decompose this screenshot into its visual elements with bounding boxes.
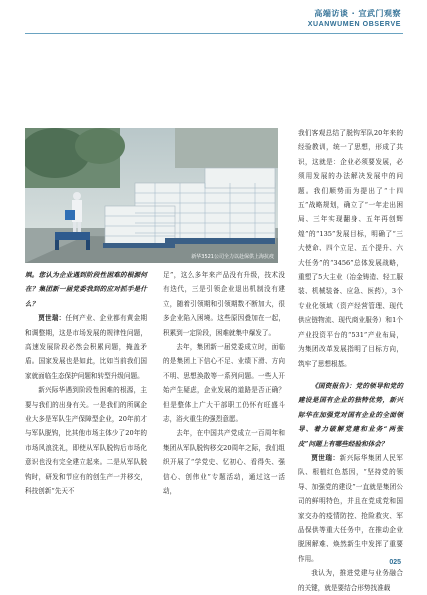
paragraph: 足”，这么多年来产品没有升级，技术没有迭代，三是引领企业退出机制没有建立，随着引领期和引领期数不断加大，很多企业陷入困境。这些原因叠加在一起，积累到一定阶段，困难就集中爆发了。 — [163, 271, 285, 337]
paragraph: 去年，在中国共产党成立一百周年和集团从军队脱钩移交20周年之际，我们组织开展了“学党史、忆初心、看得失、强信心、创伟业”专题活动，通过这一活动， — [163, 429, 285, 496]
paragraph: 我认为，推进党建与业务融合的关键，就是要结合形势找准载 — [298, 569, 403, 592]
warehouse-photo — [25, 128, 278, 263]
interview-question: 《国资报告》：党的领导和党的建设是国有企业的独特优势，新兴际华在加强党对国有企业的全面领导、着力破解党建和业务“两张皮”问题上有哪些经验和体会？ — [298, 381, 403, 448]
column-name-english: XUANWUMEN OBSERVE — [307, 21, 401, 28]
photo-caption: 新华3521公司全力以赴保供上海抗疫 — [191, 254, 274, 260]
speaker-name: 贾世瑞： — [311, 453, 340, 462]
warehouse-photo-illustration — [25, 128, 278, 263]
paragraph: 贾世瑞：新兴际华集团人民军队、根植红色基因，“坚持党的领导、加强党的建设”一直就是集团公司的鲜明特色，并且在党成党和国家交办的疫情防控、抢险救灾、军品保供等重大任务中，在推动企业脱困解难、焕然新生中发挥了重要作用。 — [298, 453, 403, 563]
column-name: 高端访谈 · 宜武门观察 — [314, 9, 401, 18]
paragraph: 我们客观总结了脱钩军队20年来的经验教训，统一了思想，形成了共识，这就是：企业必须要发展，必须用发展的办法解决发展中的问题。我们顺势而为提出了“十四五”战略规划，确立了“一年走出困局、三年实现翻身、五年再创辉煌”的“135”发展目标，明确了“三大使命、四个立足、五个提升、六大任务”的“3456”总体发展战略，重塑了5大主业（冶金铸造、轻工服装、机械装备、应急、医药），3个专业化领域（资产经营管理、现代供应链物流、现代商业服务）和1个产业投资平台的“531”产业布局，为集团改革发展指明了目标方向，筑牢了思想根基。 — [298, 129, 403, 368]
text-column-3 — [298, 126, 403, 595]
paragraph: 贾世瑞：任何产业、企业都有黄金期和调整期，这是市场发展的规律性问题，高速发展阶段必然会积累问题，掩盖矛盾。国家发展也是如此，比如当前我们国家就面临生态保护问题和转型升级问题。 — [25, 314, 148, 380]
page-number: 025 — [389, 559, 401, 566]
paragraph: 去年，集团新一届党委成立时，面临的是集团上下信心不足、业绩下滑、方向不明、思想涣散等一系列问题。一些人开始产生疑虑，企业发展的道路是否正确？但是整体上广大干部职工仍怀有旺盛斗志，浴火重生的强烈意愿。 — [163, 343, 285, 424]
question-continued: 飒。您认为企业遇到阶段性困难的根源何在？集团新一届党委我到的应对抓手是什么？ — [25, 271, 147, 308]
text-column-2 — [163, 268, 285, 499]
paragraph: 新兴际华遇到阶段性困难的根源，主要与我们的出身有关。一是我们的所属企业大多是军队生产保障型企业，20年前才与军队脱钩，比其他市场主体少了20年的市场风浪洗礼，即使从军队脱钩后市场化意识也没有完全建立起来。二是从军队脱钩时，研发和节应有的创生产一并移交，科技创新“先天不 — [25, 386, 147, 496]
speaker-name: 贾世瑞： — [38, 314, 66, 323]
page-header — [308, 8, 401, 28]
header-rule — [25, 33, 403, 34]
text-column-1 — [25, 268, 147, 499]
